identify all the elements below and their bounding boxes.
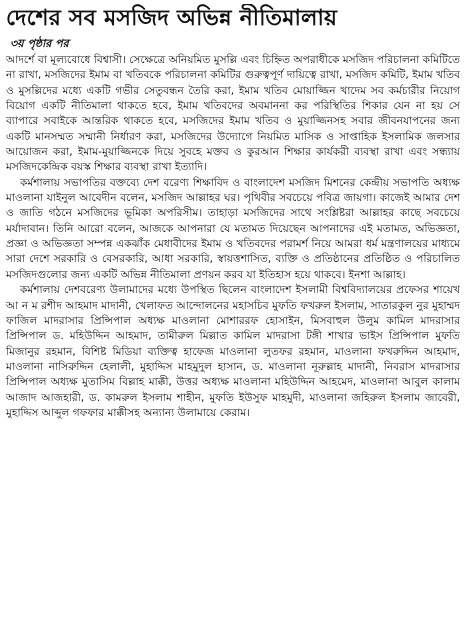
continuation-note: ৩য় পৃষ্ঠার পর [10, 37, 69, 50]
article-paragraph-3: কর্মশালায় দেশবরেণ্য উলামাদের মধ্যে উপস্থিত ছিলেন বাংলাদেশ ইসলামী বিশ্ববিদ্যালয়ের প্রফেসর শায়েখ আ ন ম রশীদ আহমাদ মাদানী, খেলাফত আন্দোলনের মহাসচিব মুফতি ফখরুল ইসলাম, সাতারকুল নুর মুহাম্মদ ফাজিল মাদরাসার প্রিন্সিপাল অধ্যক্ষ মাওলানা মোশাররফ হোসাইন, মিসবাহুল উলুম কামিল মাদরাসার প্রিন্সিপাল ড. মহিউদ্দিন আহমাদ, তামীরুল মিল্লাত কামিল মাদরাসা টঙ্গী শাখার ভাইস প্রিন্সিপাল মুফতি মিজানুর রহমান, বিশিষ্ট মিডিয়া ব্যক্তিত্ব হাফেজ মাওলানা লুতফর রহমান, মাওলানা ফখরুদ্দিন আহমাদ, মাওলানা নাসিরুদ্দিন হেলালী, মুহাদ্দিস মাহমুদুল হাসান, ড. মাওলানা নূরুল্লাহ মাদানী, নিবরাস মাদরাসার প্রিন্সিপাল অধ্যক্ষ মুতাসিম বিল্লাহ মাক্কী, উত্তর অধ্যক্ষ মাওলানা মহিউদ্দিন আহমেদ, মাওলানা আবুল কালাম আজাদ আজহারী, ড. কামরুল ইসলাম শাহীন, মুফতি ইউসুফ মাহমুদী, মাওলানা জহিরুল ইসলাম জাবেরী, মুহাদ্দিস আব্দুল গফফার মাক্কীসহ অন্যান্য উলামায়ে কেরাম। [6, 284, 460, 419]
article-paragraph-2: কর্মশালায় সভাপতির বক্তব্যে দেশ বরেণ্য শিক্ষাবিদ ও বাংলাদেশ মসজিদ মিশনের কেন্দ্রীয় সভাপতি অধ্যক্ষ মাওলানা যাইনুল আবেদীন বলেন, মসজিদ আল্লাহর ঘর। পৃথিবীর সবচেয়ে পবিত্র জায়গা। কাজেই আমার দেশ ও জাতি গঠনে মসজিদের ভূমিকা অপরিসীম। তাহাড়া মসজিদের সাথে সংশ্লিষ্টরা আল্লাহর কাছে সবচেয়ে মর্যাদাবান। তিনি আরো বলেন, আজকে আপনারা যে মতামত দিয়েছেন আপনাদের এই মতামত, অভিজ্ঞতা, প্রজ্ঞা ও অভিজ্ঞতা সম্পন্ন একঝাঁক মেধাবীদের ইমাম ও খতিবদের পরামর্শ নিয়ে আমরা ধর্ম মন্ত্রণালয়ের মাধ্যমে সারা দেশে সরকারি ও বেসরকারি, আধা সরকারি, স্বায়ত্তশাসিত, ব্যক্তি ও প্রতিষ্ঠানের প্রতিষ্ঠিত ও পরিচালিত মসজিদগুলোর জন্য একটি অভিন্ন নীতিমালা প্রণয়ন করব যা ইতিহাস হয়ে থাকবে। ইনশা আল্লাহ। [6, 176, 460, 281]
article-paragraph-1: আদর্শে বা মূল্যবোধে বিশ্বাসী। সেক্ষেত্রে অনিয়মিত মুসল্লি এবং চিহ্নিত অপরাধীকে মসজিদ পরিচালনা কমিটিতে না রাখা, মসজিদের ইমাম বা খতিবকে পরিচালনা কমিটির গুরুত্বপূর্ণ দায়িত্বে রাখা, মসজিদ কমিটি, ইমাম খতিব ও মুসল্লিদের মধ্যে একটি গভীর সেতুবন্ধন তৈরি করা, ইমাম খতিব মোয়াজ্জিন খাদেম সব কর্মচারীর নিয়োগ বিয়োগ একটি নীতিমালা থাকতে হবে, ইমাম খতিবদের অবমাননা কর পরিস্থিতির শিকার যেন না হয় সে ব্যাপারে সবাইকে আন্তরিক থাকতে হবে, মসজিদের ইমাম খতিব ও মুয়াজ্জিনসহ সবার জীবনযাপনের জন্য একটি মানসম্মত সম্মানী নির্ধারণ করা, মসজিদের উদ্যোগে নিয়মিত মাসিক ও সাপ্তাহিক ইসলামিক জলসার আয়োজন করা, ইমাম-মুয়াজ্জিনকে দিয়ে সুবহে মক্তব ও কুরআন শিক্ষার কার্যকরী ব্যবস্থা রাখা এবং সন্ধ্যায় মসজিদকেন্দ্রিক বয়স্ক শিক্ষার ব্যবস্থা রাখা ইত্যাদি। [6, 54, 460, 174]
article-headline: দেশের সব মসজিদ অভিন্ন নীতিমালায় [6, 6, 338, 31]
article-body [6, 53, 460, 421]
